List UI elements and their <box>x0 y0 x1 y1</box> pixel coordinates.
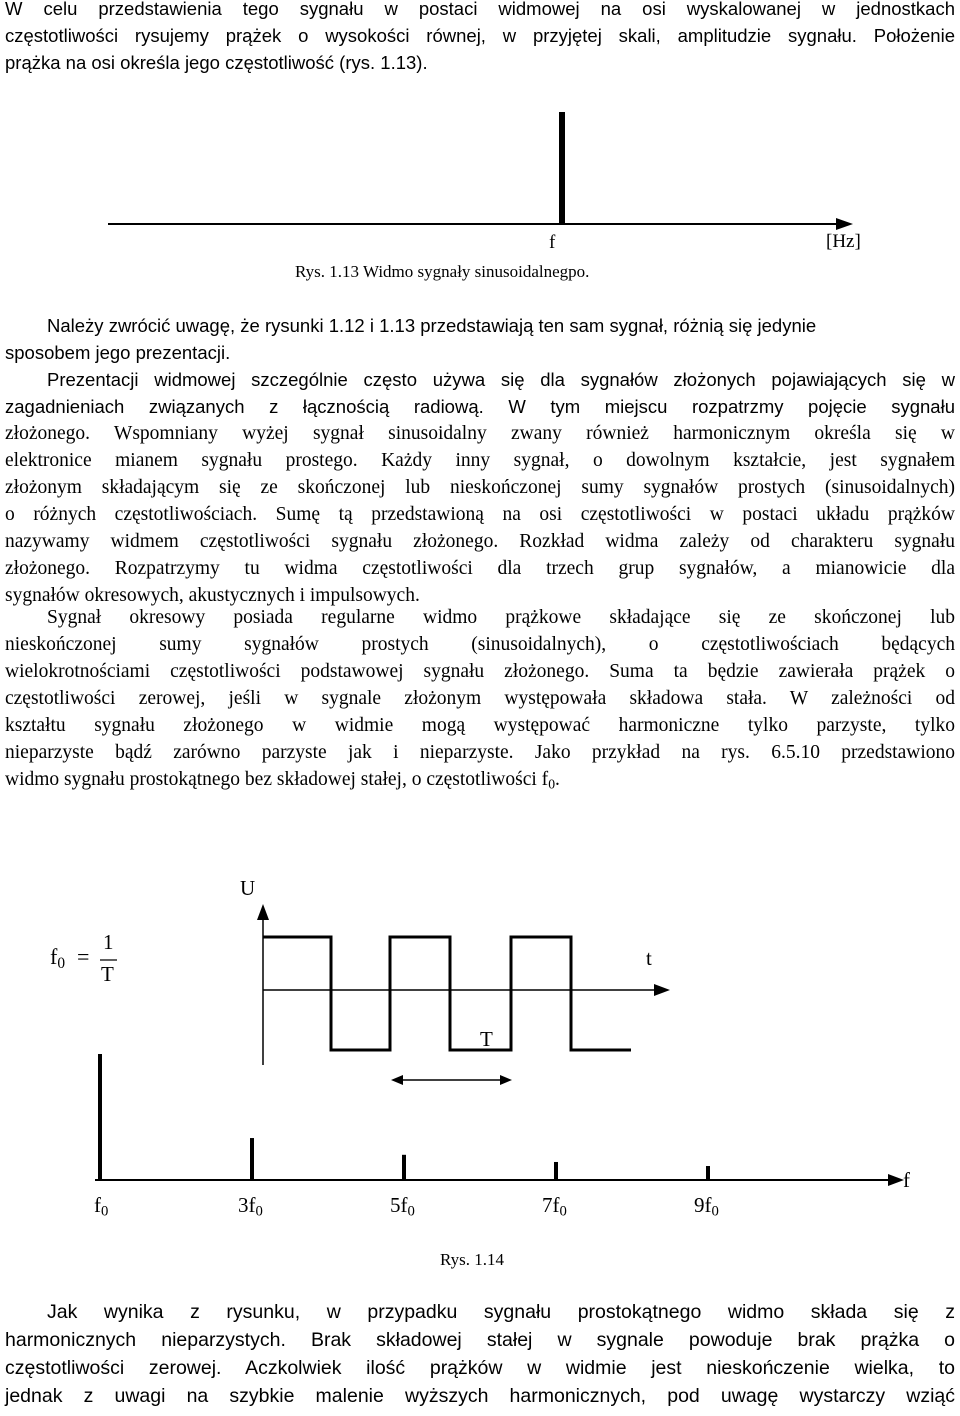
text-line: o różnych częstotliwościach. Sumę tą przedstawioną na osi częstotliwości w postaci układu prążków <box>5 504 955 525</box>
u-axis-label: U <box>240 876 256 900</box>
text-line: elektronice mianem sygnału prostego. Każdy inny sygnał, o dowolnym kształcie, jest sygnałem <box>5 450 955 471</box>
frequency-axis-arrowhead <box>888 1174 904 1186</box>
text-line: jednak z uwagi na szybkie malenie wyższych harmonicznych, pod uwagę wystarczy wziąć <box>5 1385 955 1407</box>
text-line: sposobem jego prezentacji. <box>5 342 231 363</box>
text-line: Prezentacji widmowej szczególnie często używa się dla sygnałów złożonych pojawiających się w <box>47 369 955 390</box>
harmonic-label: $9f_0$ <box>694 1193 719 1220</box>
period-label: T <box>480 1027 493 1051</box>
text-line: częstotliwości rysujemy prążek o wysokości równej, w przyjętej skali, amplitudzie sygnału. Położenie <box>5 25 955 46</box>
text-line: W celu przedstawienia tego sygnału w postaci widmowej na osi wyskalowanej w jednostkach <box>5 0 955 19</box>
frequency-axis-label: f <box>903 1168 910 1192</box>
formula-numerator: 1 <box>103 930 114 954</box>
text-line: prążka na osi określa jego częstotliwość (rys. 1.13). <box>5 52 428 73</box>
text-line: złożonego. Rozpatrzymy tu widma częstotliwości dla trzech grup sygnałów, a mianowicie dla <box>5 558 955 579</box>
formula-lhs: $f_0$ <box>50 944 66 972</box>
text-line: złożonego. Wspomniany wyżej sygnał sinusoidalny zwany również harmonicznym określa się w <box>5 423 955 444</box>
u-axis-arrowhead <box>257 904 269 920</box>
period-arrow-left-head <box>391 1075 403 1085</box>
text-line: Sygnał okresowy posiada regularne widmo prążkowe składające się ze skończonej lub <box>47 607 955 628</box>
text-line: Jak wynika z rysunku, w przypadku sygnału prostokątnego widmo składa się z <box>47 1301 955 1323</box>
text-line: złożonym składającym się ze skończonej lub nieskończonej sumy sygnałów prostych (sinusoidalnych) <box>5 477 955 498</box>
period-arrow-right-head <box>500 1075 512 1085</box>
text-line: zagadnieniach związanych z łącznością radiową. W tym miejscu rozpatrzmy pojęcie sygnału <box>5 396 955 417</box>
text-line: częstotliwości zerowej. Aczkolwiek ilość prążków w widmie jest nieskończenie wielka, to <box>5 1357 955 1379</box>
text-line: wielokrotnościami częstotliwości podstawowej sygnału złożonego. Suma ta będzie zawierała prążek o <box>5 661 955 682</box>
text-line: nieparzyste bądź zarówno parzyste jak i nieparzyste. Jako przykład na rys. 6.5.10 przedstawiono <box>5 742 955 763</box>
harmonic-label: $7f_0$ <box>542 1193 567 1220</box>
unit-label: [Hz] <box>826 231 861 252</box>
text-line: częstotliwości zerowej, jeśli w sygnale złożonym występowała składowa stała. W zależności od <box>5 688 955 709</box>
text-line: sygnałów okresowych, akustycznych i impulsowych. <box>5 585 420 606</box>
spectrum-lines <box>100 1054 708 1180</box>
formula-equals: = <box>77 944 90 969</box>
harmonic-label: $3f_0$ <box>238 1193 263 1220</box>
text-line: widmo sygnału prostokątnego bez składowej stałej, o częstotliwości $f_0$. <box>5 769 560 792</box>
text-line: nieskończonej sumy sygnałów prostych (sinusoidalnych), o częstotliwościach będących <box>5 634 955 655</box>
harmonic-label: $f_0$ <box>94 1193 109 1220</box>
figure-caption: Rys. 1.14 <box>440 1250 505 1269</box>
harmonic-label: $5f_0$ <box>390 1193 415 1220</box>
text-line: harmonicznych nieparzystych. Brak składowej stałej w sygnale powoduje brak prążka o <box>5 1329 955 1351</box>
text-line: nazywamy widmem częstotliwości sygnału złożonego. Rozkład widma zależy od charakteru sygnału <box>5 531 955 552</box>
t-axis-arrowhead <box>654 984 670 996</box>
text-line: kształtu sygnału złożonego w widmie mogą występować harmoniczne tylko parzyste, tylko <box>5 715 955 736</box>
t-axis-label: t <box>646 946 652 970</box>
formula-denominator: T <box>101 962 114 986</box>
text-line: Należy zwrócić uwagę, że rysunki 1.12 i 1.13 przedstawiają ten sam sygnał, różnią się jedynie <box>47 315 817 336</box>
square-wave <box>263 937 631 1050</box>
figure-caption: Rys. 1.13 Widmo sygnały sinusoidalnegpo. <box>295 262 590 281</box>
axis-label-f: f <box>549 232 556 253</box>
